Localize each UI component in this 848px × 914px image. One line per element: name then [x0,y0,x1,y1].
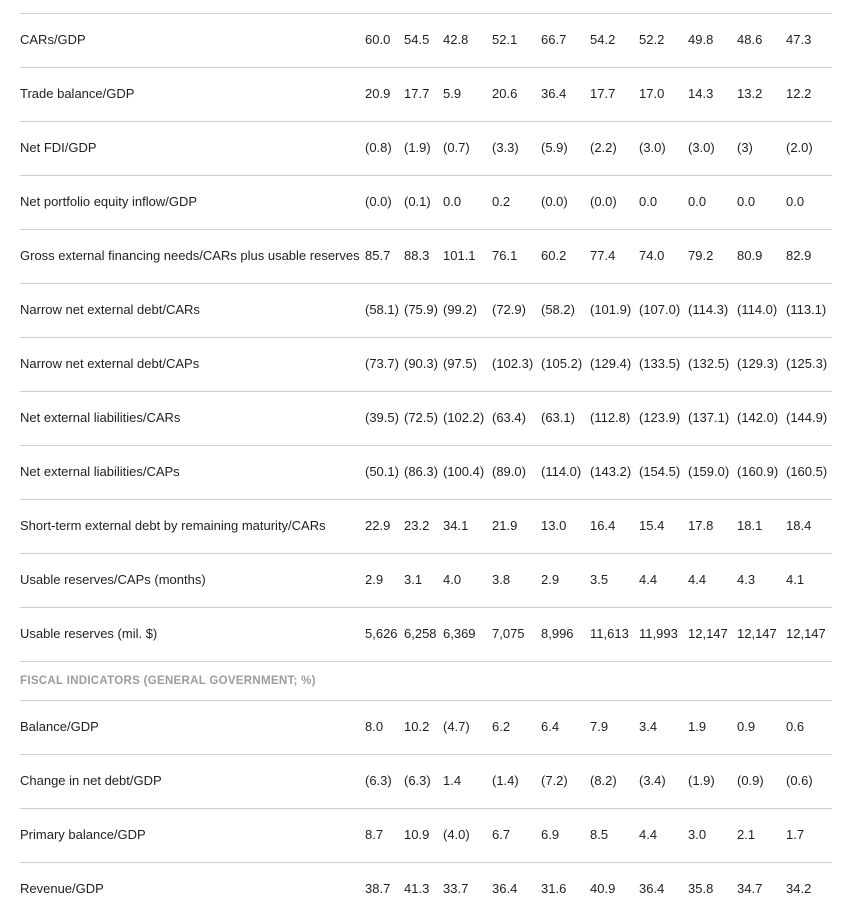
cell-value: (5.9) [541,122,590,176]
row-label: Change in net debt/GDP [20,755,365,809]
cell-value: (129.3) [737,338,786,392]
table-row [20,701,832,755]
cell-value: 17.7 [590,68,639,122]
cell-value: 0.6 [786,701,832,755]
cell-value: 1.9 [688,701,737,755]
cell-value: (154.5) [639,446,688,500]
cell-value: 6,258 [404,608,443,662]
cell-value: (4.0) [443,809,492,863]
table-row [20,338,832,392]
cell-value: (133.5) [639,338,688,392]
cell-value: (0.0) [365,176,404,230]
cell-value: 22.9 [365,500,404,554]
cell-value: 12,147 [688,608,737,662]
table-row [20,554,832,608]
cell-value: (1.4) [492,755,541,809]
table-row [20,284,832,338]
row-label: Net external liabilities/CAPs [20,446,365,500]
cell-value: 0.9 [737,701,786,755]
top-partial-row [20,0,832,14]
cell-value: 88.3 [404,230,443,284]
cell-value: 52.1 [492,14,541,68]
cell-value: 23.2 [404,500,443,554]
cell-value: 2.1 [737,809,786,863]
cell-value: 16.4 [590,500,639,554]
cell-value: 1.7 [786,809,832,863]
cell-value: (137.1) [688,392,737,446]
cell-value: 18.4 [786,500,832,554]
cell-value: (6.3) [365,755,404,809]
cell-value: 10.9 [404,809,443,863]
table-row [20,755,832,809]
cell-value: (160.5) [786,446,832,500]
cell-value: 8.5 [590,809,639,863]
cell-value: (0.7) [443,122,492,176]
cell-value: (129.4) [590,338,639,392]
cell-value: 4.1 [786,554,832,608]
cell-value: 6.9 [541,809,590,863]
cell-value: 101.1 [443,230,492,284]
cell-value: (97.5) [443,338,492,392]
cell-value: 1.4 [443,755,492,809]
table-row [20,176,832,230]
row-label: Narrow net external debt/CARs [20,284,365,338]
cell-value: 47.3 [786,14,832,68]
cell-value: 0.0 [737,176,786,230]
row-label: Usable reserves/CAPs (months) [20,554,365,608]
row-label: Net portfolio equity inflow/GDP [20,176,365,230]
cell-value: 54.5 [404,14,443,68]
cell-value: 17.7 [404,68,443,122]
cell-value: 4.0 [443,554,492,608]
cell-value: 82.9 [786,230,832,284]
cell-value: 36.4 [541,68,590,122]
table-row [20,809,832,863]
cell-value: 10.2 [404,701,443,755]
row-label: Trade balance/GDP [20,68,365,122]
cell-value: (144.9) [786,392,832,446]
cell-value: 34.2 [786,863,832,914]
cell-value: 76.1 [492,230,541,284]
cell-value: (39.5) [365,392,404,446]
cell-value: 8,996 [541,608,590,662]
cell-value: 77.4 [590,230,639,284]
cell-value: (73.7) [365,338,404,392]
table-row [20,14,832,68]
cell-value: 6.2 [492,701,541,755]
cell-value: (72.5) [404,392,443,446]
cell-value: 66.7 [541,14,590,68]
cell-value: 4.4 [639,554,688,608]
cell-value: (86.3) [404,446,443,500]
cell-value: 36.4 [639,863,688,914]
cell-value: 7.9 [590,701,639,755]
cell-value: (0.6) [786,755,832,809]
cell-value: 3.8 [492,554,541,608]
table-row [20,500,832,554]
cell-value: (1.9) [404,122,443,176]
cell-value: 12.2 [786,68,832,122]
cell-value: (101.9) [590,284,639,338]
cell-value: (90.3) [404,338,443,392]
cell-value: 15.4 [639,500,688,554]
cell-value: (125.3) [786,338,832,392]
cell-value: 35.8 [688,863,737,914]
cell-value: (143.2) [590,446,639,500]
cell-value: 8.0 [365,701,404,755]
cell-value: (72.9) [492,284,541,338]
cell-value: (63.1) [541,392,590,446]
cell-value: 3.4 [639,701,688,755]
cell-value: (142.0) [737,392,786,446]
cell-value: 2.9 [365,554,404,608]
cell-value: 13.0 [541,500,590,554]
cell-value: 7,075 [492,608,541,662]
cell-value: (0.8) [365,122,404,176]
cell-value: 2.9 [541,554,590,608]
cell-value: 17.8 [688,500,737,554]
cell-value: 60.2 [541,230,590,284]
table-row [20,122,832,176]
cell-value: (114.3) [688,284,737,338]
row-label: Primary balance/GDP [20,809,365,863]
cell-value: 21.9 [492,500,541,554]
cell-value: 0.2 [492,176,541,230]
cell-value: 54.2 [590,14,639,68]
cell-value: 20.9 [365,68,404,122]
cell-value: 85.7 [365,230,404,284]
cell-value: 3.0 [688,809,737,863]
cell-value: (89.0) [492,446,541,500]
cell-value: 4.4 [639,809,688,863]
cell-value: (58.1) [365,284,404,338]
cell-value: (58.2) [541,284,590,338]
cell-value: 41.3 [404,863,443,914]
cell-value: (99.2) [443,284,492,338]
cell-value: 36.4 [492,863,541,914]
cell-value: 79.2 [688,230,737,284]
cell-value: 4.3 [737,554,786,608]
cell-value: 11,613 [590,608,639,662]
cell-value: (3.0) [639,122,688,176]
cell-value: (114.0) [737,284,786,338]
cell-value: 4.4 [688,554,737,608]
cell-value: 3.1 [404,554,443,608]
indicators-table-body [20,0,832,914]
cell-value: 6,369 [443,608,492,662]
cell-value: 42.8 [443,14,492,68]
cell-value: (132.5) [688,338,737,392]
cell-value: 5,626 [365,608,404,662]
cell-value: 13.2 [737,68,786,122]
table-row [20,863,832,914]
cell-value: 0.0 [443,176,492,230]
cell-value: 18.1 [737,500,786,554]
cell-value: (107.0) [639,284,688,338]
cell-value: (100.4) [443,446,492,500]
cell-value: 38.7 [365,863,404,914]
cell-value: (113.1) [786,284,832,338]
cell-value: 8.7 [365,809,404,863]
cell-value: (3.4) [639,755,688,809]
cell-value: (0.0) [541,176,590,230]
cell-value: 48.6 [737,14,786,68]
table-row [20,608,832,662]
cell-value: 5.9 [443,68,492,122]
table-row [20,392,832,446]
cell-value: 74.0 [639,230,688,284]
row-label: Balance/GDP [20,701,365,755]
cell-value: (3.0) [688,122,737,176]
cell-value: 0.0 [688,176,737,230]
row-label: Gross external financing needs/CARs plus usable reserves [20,230,365,284]
row-label: Revenue/GDP [20,863,365,914]
cell-value: (102.3) [492,338,541,392]
cell-value: 60.0 [365,14,404,68]
row-label: CARs/GDP [20,14,365,68]
cell-value: 34.7 [737,863,786,914]
cell-value: 12,147 [786,608,832,662]
cell-value: 52.2 [639,14,688,68]
cell-value: 31.6 [541,863,590,914]
table-row [20,230,832,284]
section-header-row [20,662,832,701]
cell-value: (0.9) [737,755,786,809]
cell-value: 0.0 [786,176,832,230]
cell-value: (123.9) [639,392,688,446]
row-label: Short-term external debt by remaining maturity/CARs [20,500,365,554]
cell-value: 12,147 [737,608,786,662]
cell-value: 33.7 [443,863,492,914]
cell-value: (3.3) [492,122,541,176]
cell-value: 40.9 [590,863,639,914]
row-label: Narrow net external debt/CAPs [20,338,365,392]
cell-value: (112.8) [590,392,639,446]
cell-value: (0.1) [404,176,443,230]
row-label: Usable reserves (mil. $) [20,608,365,662]
cell-value: 49.8 [688,14,737,68]
cell-value: (102.2) [443,392,492,446]
cell-value: (7.2) [541,755,590,809]
cell-value: (2.0) [786,122,832,176]
table-row [20,68,832,122]
table-row [20,446,832,500]
cell-value: 11,993 [639,608,688,662]
cell-value: (2.2) [590,122,639,176]
top-partial-row-border [20,0,832,14]
cell-value: 0.0 [639,176,688,230]
cell-value: (4.7) [443,701,492,755]
cell-value: (63.4) [492,392,541,446]
cell-value: (159.0) [688,446,737,500]
cell-value: (3) [737,122,786,176]
cell-value: (160.9) [737,446,786,500]
row-label: Net external liabilities/CARs [20,392,365,446]
cell-value: 3.5 [590,554,639,608]
cell-value: 17.0 [639,68,688,122]
row-label: Net FDI/GDP [20,122,365,176]
indicators-table [20,0,832,914]
cell-value: 14.3 [688,68,737,122]
section-header-label: FISCAL INDICATORS (GENERAL GOVERNMENT; %) [20,662,832,701]
cell-value: 80.9 [737,230,786,284]
cell-value: (8.2) [590,755,639,809]
cell-value: (1.9) [688,755,737,809]
cell-value: 6.4 [541,701,590,755]
cell-value: 20.6 [492,68,541,122]
cell-value: 34.1 [443,500,492,554]
cell-value: (50.1) [365,446,404,500]
cell-value: (114.0) [541,446,590,500]
cell-value: (6.3) [404,755,443,809]
cell-value: 6.7 [492,809,541,863]
cell-value: (75.9) [404,284,443,338]
cell-value: (0.0) [590,176,639,230]
cell-value: (105.2) [541,338,590,392]
